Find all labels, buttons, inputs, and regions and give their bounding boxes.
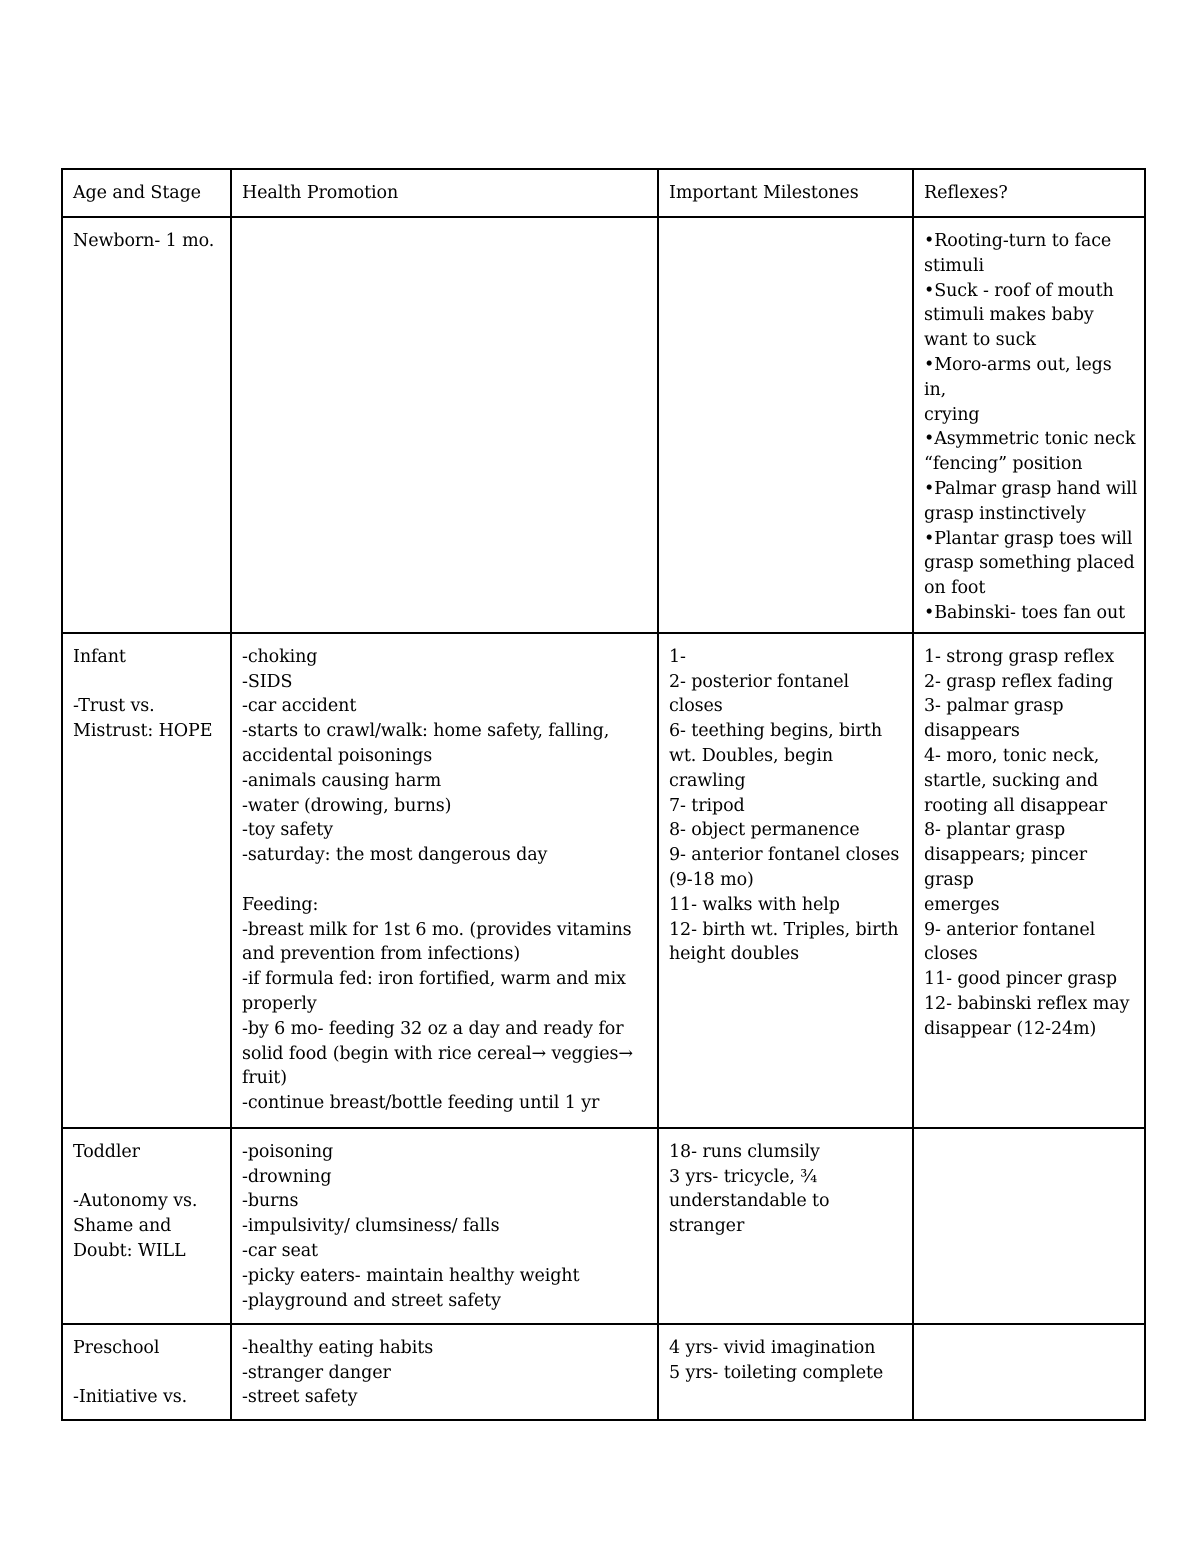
- cell-line: -car seat: [242, 1240, 318, 1261]
- cell-line: -stranger danger: [242, 1362, 391, 1383]
- cell-line: accidental poisonings: [242, 745, 433, 766]
- cell-line: 1-: [669, 646, 686, 667]
- header-health-promotion: Health Promotion: [231, 169, 658, 217]
- cell-line: -starts to crawl/walk: home safety, falling,: [242, 721, 610, 742]
- header-row: [62, 169, 1145, 217]
- cell-line: 5 yrs- toileting complete: [669, 1362, 884, 1383]
- cell-line: -continue breast/bottle feeding until 1 yr: [242, 1093, 600, 1114]
- cell-line: wt. Doubles, begin: [669, 745, 834, 766]
- cell-line: -drowning: [242, 1166, 332, 1187]
- cell-health: [231, 633, 658, 1128]
- cell-line: -burns: [242, 1191, 299, 1212]
- cell-line: crawling: [669, 770, 746, 791]
- cell-line: [242, 868, 651, 893]
- cell-line: stimuli: [924, 255, 984, 276]
- cell-line: [73, 1361, 224, 1386]
- cell-line: Mistrust: HOPE: [73, 721, 213, 742]
- cell-line: Feeding:: [242, 894, 319, 915]
- cell-line: want to suck: [924, 330, 1036, 351]
- cell-line: closes: [924, 944, 978, 965]
- cell-reflexes: [913, 633, 1145, 1128]
- cell-line: -by 6 mo- feeding 32 oz a day and ready for: [242, 1018, 624, 1039]
- cell-line: -street safety: [242, 1387, 358, 1408]
- cell-line: and prevention from infections): [242, 944, 521, 965]
- cell-line: -breast milk for 1st 6 mo. (provides vitamins: [242, 919, 632, 940]
- cell-line: 11- walks with help: [669, 894, 840, 915]
- cell-line: 7- tripod: [669, 795, 745, 816]
- cell-line: •Suck - roof of mouth: [924, 280, 1114, 301]
- cell-reflexes: [913, 1128, 1145, 1324]
- cell-line: 2- grasp reflex fading: [924, 671, 1113, 692]
- cell-line: properly: [242, 993, 317, 1014]
- cell-line: 8- plantar grasp: [924, 820, 1066, 841]
- cell-line: 1- strong grasp reflex: [924, 646, 1115, 667]
- cell-stage: [62, 633, 231, 1128]
- cell-line: disappear (12-24m): [924, 1018, 1097, 1039]
- cell-health: [231, 1324, 658, 1420]
- cell-line: understandable to stranger: [669, 1191, 835, 1237]
- cell-line: Newborn- 1 mo.: [73, 231, 215, 251]
- cell-line: 11- good pincer grasp: [924, 969, 1118, 990]
- table-row-infant: [62, 633, 1145, 1128]
- cell-line: 4 yrs- vivid imagination: [669, 1337, 876, 1358]
- cell-line: •Palmar grasp hand will: [924, 478, 1138, 499]
- cell-line: -picky eaters- maintain healthy weight: [242, 1265, 580, 1286]
- cell-line: 8- object permanence: [669, 820, 860, 841]
- cell-line: 9- anterior fontanel: [924, 919, 1096, 940]
- cell-line: -car accident: [242, 696, 357, 717]
- cell-line: -playground and street safety: [242, 1290, 501, 1311]
- cell-line: closes: [669, 696, 723, 717]
- cell-line: 3 yrs- tricycle, ¾: [669, 1166, 818, 1187]
- development-table: [61, 168, 1146, 1421]
- cell-line: grasp something placed: [924, 553, 1135, 574]
- cell-milestones: [658, 1128, 913, 1324]
- cell-line: [73, 1165, 224, 1190]
- cell-line: 18- runs clumsily: [669, 1141, 820, 1162]
- cell-milestones: [658, 633, 913, 1128]
- cell-line: -SIDS: [242, 671, 293, 692]
- cell-line: Shame and: [73, 1216, 172, 1237]
- cell-line: -choking: [242, 646, 318, 667]
- cell-line: crying: [924, 404, 980, 425]
- cell-health: [231, 217, 658, 633]
- cell-stage: [62, 1128, 231, 1324]
- cell-line: -Trust vs.: [73, 696, 155, 717]
- table-row-newborn: [62, 217, 1145, 633]
- cell-line: Preschool: [73, 1337, 160, 1358]
- cell-line: -water (drowing, burns): [242, 795, 452, 816]
- cell-line: solid food (begin with rice cereal→ veggies→: [242, 1043, 633, 1064]
- cell-line: 12- babinski reflex may: [924, 993, 1130, 1014]
- header-reflexes: Reflexes?: [913, 169, 1145, 217]
- cell-line: -saturday: the most dangerous day: [242, 845, 548, 866]
- cell-line: 9- anterior fontanel closes: [669, 845, 900, 866]
- cell-health: [231, 1128, 658, 1324]
- cell-line: Doubt: WILL: [73, 1240, 186, 1261]
- header-important-milestones: Important Milestones: [658, 169, 913, 217]
- cell-reflexes: [913, 217, 1145, 633]
- cell-line: Toddler: [73, 1141, 140, 1162]
- cell-line: -Initiative vs.: [73, 1387, 188, 1408]
- cell-line: 6- teething begins, birth: [669, 721, 882, 742]
- cell-reflexes: [913, 1324, 1145, 1420]
- cell-stage: [62, 217, 231, 633]
- cell-line: •Babinski- toes fan out: [924, 602, 1126, 623]
- cell-line: -animals causing harm: [242, 770, 442, 791]
- cell-line: stimuli makes baby: [924, 305, 1094, 326]
- cell-line: (9-18 mo): [669, 869, 754, 890]
- cell-line: -Autonomy vs.: [73, 1191, 198, 1212]
- table-row-preschool: [62, 1324, 1145, 1420]
- cell-line: -poisoning: [242, 1141, 334, 1162]
- cell-line: startle, sucking and: [924, 770, 1099, 791]
- cell-line: on foot: [924, 578, 986, 599]
- cell-line: disappears: [924, 721, 1020, 742]
- cell-line: -healthy eating habits: [242, 1337, 434, 1358]
- cell-line: -if formula fed: iron fortified, warm and mix: [242, 969, 626, 990]
- table-row-toddler: [62, 1128, 1145, 1324]
- header-age-stage: Age and Stage: [62, 169, 231, 217]
- cell-stage: [62, 1324, 231, 1420]
- cell-milestones: [658, 217, 913, 633]
- cell-line: 4- moro, tonic neck,: [924, 745, 1100, 766]
- cell-line: grasp instinctively: [924, 503, 1086, 524]
- cell-line: height doubles: [669, 944, 800, 965]
- cell-line: [73, 670, 224, 695]
- cell-line: •Asymmetric tonic neck: [924, 429, 1136, 450]
- cell-line: -toy safety: [242, 820, 333, 841]
- cell-line: emerges: [924, 894, 1000, 915]
- cell-line: Infant: [73, 646, 126, 667]
- cell-line: •Plantar grasp toes will: [924, 528, 1133, 549]
- cell-line: -impulsivity/ clumsiness/ falls: [242, 1216, 500, 1237]
- cell-line: •Rooting-turn to face: [924, 231, 1112, 251]
- cell-line: rooting all disappear: [924, 795, 1107, 816]
- cell-milestones: [658, 1324, 913, 1420]
- cell-line: fruit): [242, 1068, 287, 1089]
- cell-line: 12- birth wt. Triples, birth: [669, 919, 899, 940]
- cell-line: “fencing” position: [924, 454, 1083, 475]
- cell-line: 3- palmar grasp: [924, 696, 1064, 717]
- cell-line: 2- posterior fontanel: [669, 671, 850, 692]
- cell-line: disappears; pincer grasp: [924, 845, 1093, 890]
- cell-line: •Moro-arms out, legs in,: [924, 354, 1118, 400]
